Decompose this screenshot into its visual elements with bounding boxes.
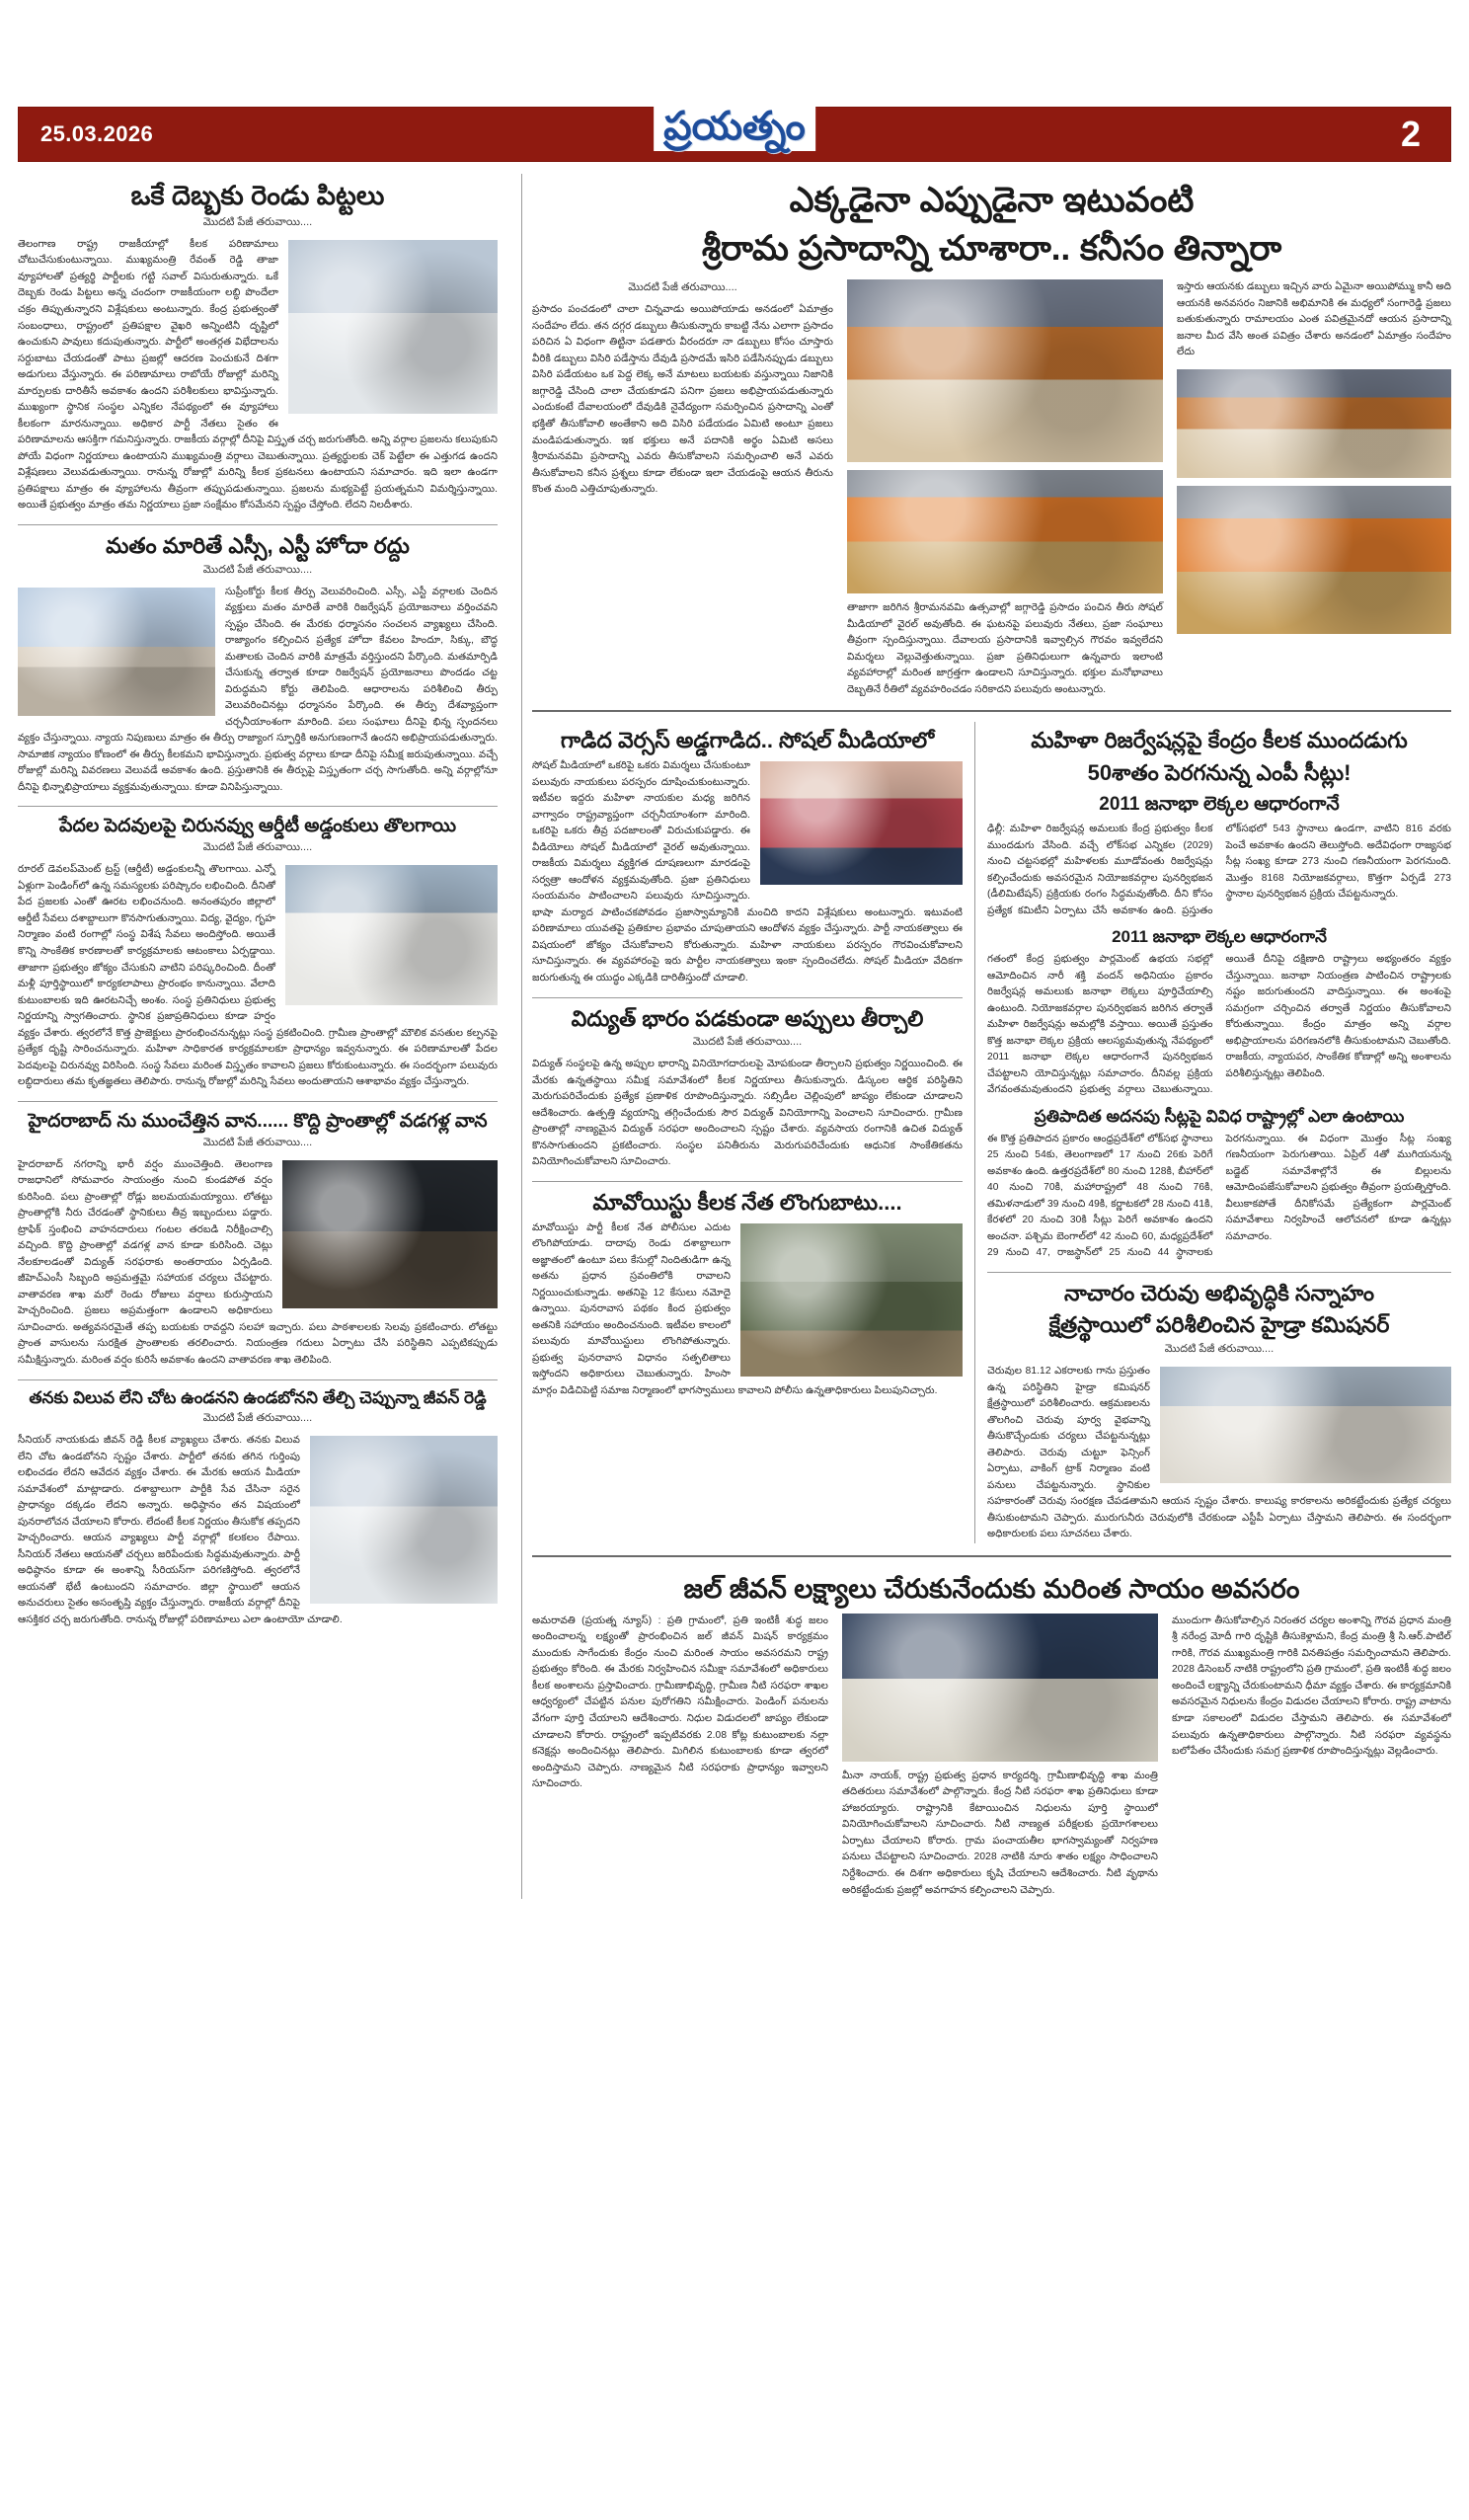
column-divider bbox=[521, 174, 522, 1899]
headline-2: 50శాతం పెరగనున్న ఎంపీ సీట్లు! bbox=[1087, 760, 1352, 786]
headline: జల్ జీవన్ లక్ష్యాలు చేరుకునేందుకు మరింత సాయం అవసరం bbox=[683, 1573, 1300, 1604]
byline: మొదటి పేజీ తరువాయి.... bbox=[202, 841, 313, 854]
divider bbox=[532, 710, 1451, 712]
rdt-officials-walking-photo bbox=[285, 865, 498, 1005]
headline: తనకు విలువ లేని చోట ఉండనని ఉండబోనని తేల్చి చెప్పున్నా జీవన్ రెడ్డి bbox=[29, 1387, 487, 1407]
article-jal-jeevan bbox=[532, 1567, 1451, 1899]
headline-1: నాచారం చెరువు అభివృద్ధికి సన్నాహం bbox=[1063, 1280, 1375, 1305]
headline: విద్యుత్ భారం పడకుండా అప్పులు తీర్చాలి bbox=[571, 1005, 924, 1031]
ram-navami-procession-photo bbox=[847, 279, 1163, 462]
divider bbox=[18, 806, 498, 807]
maoist-surrender-photo bbox=[740, 1223, 963, 1377]
headline-2: క్షేత్రస్థాయిలో పరిశీలించిన హైడ్రా కమిషనర్ bbox=[1048, 1312, 1390, 1338]
lead-col-2 bbox=[847, 279, 1163, 698]
headline: మతం మారితే ఎస్సీ, ఎస్టీ హోదా రద్దు bbox=[106, 532, 410, 558]
article-body: సీనియర్ నాయకుడు జీవన్ రెడ్డి కీలక వ్యాఖ్యలు చేశారు. తనకు విలువ లేని చోట ఉండబోనని స్పష్టం చేశారు. పార్టీలో తనకు తగిన గుర్తింపు లభించడం లేదని ఆవేదన వ్యక్తం చేశారు. ఈ మేరకు ఆయన మీడియా సమావేశంలో మాట్లాడారు. దశాబ్దాలుగా పార్టీకి సేవ చేసినా సరైన ప్రాధాన్యం దక్కడం లేదని అన్నారు. అధిష్ఠానం తన విషయంలో పునరాలోచన చేయాలని కోరారు. లేదంటే కీలక నిర్ణయం తీసుకోక తప్పదని హెచ్చరించారు. ఆయన వ్యాఖ్యలు పార్టీ వర్గాల్లో కలకలం రేపాయి. సీనియర్ నేతలు ఆయనతో చర్చలు జరిపేందుకు సిద్ధమవుతున్నారు. పార్టీ అధిష్ఠానం కూడా ఈ అంశాన్ని సీరియస్‌గా పరిగణిస్తోంది. త్వరలోనే ఆయనతో భేటీ ఉంటుందని సమాచారం. జిల్లా స్థాయిలో ఆయన అనుచరులు సైతం అసంతృప్తి వ్యక్తం చేస్తున్నారు. రాజకీయ వర్గాల్లో దీనిపై ఆసక్తికర చర్చ జరుగుతోంది. రానున్న రోజుల్లో పరిణామాలు ఎలా ఉంటాయో చూడాలి. bbox=[18, 1435, 343, 1625]
headline: హైదరాబాద్ ను ముంచేత్తిన వాన...... కొద్ది ప్రాంతాల్లో వడగళ్ల వాన bbox=[28, 1110, 488, 1132]
article-gadida-verses bbox=[532, 728, 963, 986]
divider bbox=[18, 1379, 498, 1380]
article-body: ఇస్తారు ఆయనకు డబ్బులు ఇచ్చిన వారు ఏమైనా అయిపోమ్ము కానీ అది ఆయనకి అనవసరం నిజానికి అభిమానికి ఈ మధ్యలో సంగారెడ్డి ప్రజలు బతుకుతున్నారు రామాలయం ఎంత పవిత్రమైనదో ఆయన ప్రసాదాన్ని జనాల మీద వేసి అంత పవిత్రం చేశారు అనడంలో ఏమాత్రం సందేహం లేదు bbox=[1177, 281, 1451, 358]
temple-deity-photo bbox=[847, 470, 1163, 593]
headline-1: మహిళా రిజర్వేషన్లపై కేంద్రం కీలక ముందడుగు bbox=[1031, 728, 1408, 753]
article-body-3: ఈ కొత్త ప్రతిపాదన ప్రకారం ఆంధ్రప్రదేశ్‌లో లోక్‌సభ స్థానాలు 25 నుంచి 54కు, తెలంగాణలో 17 నుంచి 26కు పెరిగే అవకాశం ఉంది. ఉత్తరప్రదేశ్‌లో 80 నుంచి 128కి, బీహార్‌లో 40 నుంచి 70కి, మహారాష్ట్రలో 48 నుంచి 76కి, తమిళనాడులో 39 నుంచి 49కి, కర్ణాటకలో 28 నుంచి 41కి, కేరళలో 20 నుంచి 30కి సీట్లు పెరిగే అవకాశం ఉందని అంచనా. పశ్చిమ బెంగాల్‌లో 42 నుంచి 60, మధ్యప్రదేశ్‌లో 29 నుంచి 47, రాజస్థాన్‌లో 25 నుంచి 44 స్థానాలకు పెరగనున్నాయి. ఈ విధంగా మొత్తం సీట్ల సంఖ్య గణనీయంగా పెరుగుతాయి. ఏప్రిల్ 4తో ముగియనున్న బడ్జెట్ సమావేశాల్లోనే ఈ బిల్లులను ఆమోదింపజేసుకోవాలని ప్రభుత్వం తీవ్రంగా ప్రయత్నిస్తోంది. వీలుకాకపోతే దీనికోసమే ప్రత్యేకంగా పార్లమెంట్ సమావేశాలు నిర్వహించే ఆలోచనలో కూడా ఉన్నట్లు సమాచారం. bbox=[987, 1133, 1451, 1259]
byline: మొదటి పేజీ తరువాయి.... bbox=[202, 215, 313, 228]
article-matam-marite bbox=[18, 533, 498, 797]
lead-headline-line2: శ్రీరామ ప్రసాదాన్ని చూశారా.. కనీసం తిన్నారా bbox=[701, 228, 1282, 268]
article-body: తెలంగాణ రాష్ట్ర రాజకీయాల్లో కీలక పరిణామాలు చోటుచేసుకుంటున్నాయి. ముఖ్యమంత్రి రేవంత్ రెడ్డి తాజా వ్యూహాలతో ప్రత్యర్థి పార్టీలకు గట్టి సవాల్ విసురుతున్నారు. ఒకే దెబ్బకు రెండు పిట్టలు అన్న చందంగా రాజకీయంగా లబ్ధి పొందేలా చక్రం తిప్పుతున్నారని విశ్లేషకులు అంటున్నారు. కేంద్ర ప్రభుత్వంతో సంబంధాలు, రాష్ట్రంలో ప్రతిపక్షాల వైఖరి అన్నింటినీ దృష్టిలో ఉంచుకుని పావులు కదుపుతున్నారు. పార్టీలో అంతర్గత విభేదాలను సర్దుబాటు చేయడంతో పాటు ప్రజల్లో ఆదరణ పెంచుకునే దిశగా అడుగులు వేస్తున్నారు. ఈ పరిణామాలు రాబోయే రోజుల్లో మరిన్ని మార్పులకు దారితీసే అవకాశం ఉందని పరిశీలకులు భావిస్తున్నారు. ముఖ్యంగా స్థానిక సంస్థల ఎన్నికల నేపథ్యంలో ఈ వ్యూహాలు కీలకంగా మారనున్నాయి. అధికార పార్టీ నేతలు సైతం ఈ పరిణామాలను ఆసక్తిగా గమనిస్తున్నారు. రాజకీయ వర్గాల్లో దీనిపై విస్తృత చర్చ జరుగుతోంది. అన్ని వర్గాల ప్రజలను కలుపుకుని పోయే విధంగా నిర్ణయాలు ఉంటాయని ముఖ్యమంత్రి వర్గాలు చెబుతున్నాయి. ప్రత్యర్థులకు చెక్ పెట్టేలా ఈ ఎత్తుగడ ఉందని విశ్లేషణలు వెలువడుతున్నాయి. రానున్న రోజుల్లో మరిన్ని కీలక ప్రకటనలు ఉంటాయని సమాచారం. ఇది ఇలా ఉండగా ప్రతిపక్షాలు మాత్రం ఈ వ్యూహాలను తీవ్రంగా తప్పుపడుతున్నాయి. ప్రజలను మభ్యపెట్టే ప్రయత్నమని విమర్శిస్తున్నాయి. అయితే ప్రభుత్వం మాత్రం తమ నిర్ణయాలు ప్రజా సంక్షేమం కోసమేనని స్పష్టం చేస్తోంది. లేదని నిలదీశారు. bbox=[18, 238, 498, 512]
article-body: మావోయిస్టు పార్టీ కీలక నేత పోలీసుల ఎదుట లొంగిపోయాడు. దాదాపు రెండు దశాబ్దాలుగా అజ్ఞాతంలో ఉంటూ పలు కేసుల్లో నిందితుడిగా ఉన్న అతను ప్రధాన స్రవంతిలోకి రావాలని నిర్ణయించుకున్నాడు. అతనిపై 12 కేసులు నమోదై ఉన్నాయి. పునరావాస పథకం కింద ప్రభుత్వం అతనికి సహాయం అందించనుంది. ఇటీవల కాలంలో పలువురు మావోయిస్టులు లొంగిపోతున్నారు. ప్రభుత్వ పునరావాస విధానం సత్ఫలితాలు ఇస్తోందని అధికారులు చెబుతున్నారు. హింసా మార్గం విడిచిపెట్టి సమాజ నిర్మాణంలో భాగస్వాములు కావాలని పోలీసు ఉన్నతాధికారులు పిలుపునిచ్చారు. bbox=[532, 1221, 938, 1396]
crowd-reaching-photo bbox=[1177, 486, 1451, 634]
divider bbox=[18, 524, 498, 525]
byline: మొదటి పేజీ తరువాయి.... bbox=[628, 281, 737, 294]
lead-col-1 bbox=[532, 279, 833, 698]
subheadline-2: ప్రతిపాదిత అదనపు సీట్లపై వివిధ రాష్ట్రాల్లో ఎలా ఉంటాయి bbox=[1034, 1106, 1405, 1126]
headline: గాడిద వెర్సస్ అడ్డగాడిద.. సోషల్ మీడియాలో bbox=[560, 728, 935, 753]
hydra-commissioner-inspection-photo bbox=[1160, 1367, 1451, 1483]
byline: మొదటి పేజీ తరువాయి.... bbox=[1164, 1343, 1275, 1356]
politician-portrait-photo bbox=[288, 240, 498, 414]
article-body: ముందుగా తీసుకోవాల్సిన నిరంతర చర్యల అంశాన్ని గౌరవ ప్రధాన మంత్రి శ్రీ నరేంద్ర మోదీ గారి దృష్టికి తీసుకెళ్లామని, కేంద్ర మంత్రి శ్రీ సి.ఆర్.పాటిల్ గారికి, గౌరవ ముఖ్యమంత్రి గారికి వినతిపత్రం సమర్పించామని తెలిపారు. 2028 డిసెంబర్ నాటికి రాష్ట్రంలోని ప్రతి గ్రామంలో, ప్రతి ఇంటికీ శుద్ధ జలం అందించే లక్ష్యాన్ని చేరుకుంటామని ధీమా వ్యక్తం చేశారు. ఈ కార్యక్రమానికి అవసరమైన నిధులను కేంద్రం విడుదల చేయాలని కోరారు. రాష్ట్ర వాటాను కూడా సకాలంలో విడుదల చేస్తామని తెలిపారు. ఈ సమావేశంలో పలువురు ఉన్నతాధికారులు పాల్గొన్నారు. నీటి సరఫరా వ్యవస్థను బలోపేతం చేసేందుకు సమగ్ర ప్రణాళిక రూపొందిస్తున్నట్లు వెల్లడించారు. bbox=[1172, 1614, 1451, 1758]
divider bbox=[532, 1181, 963, 1182]
byline: మొదటి పేజీ తరువాయి.... bbox=[202, 1412, 313, 1425]
headline-3: 2011 జనాభా లెక్కల ఆధారంగానే bbox=[1099, 794, 1340, 816]
byline: మొదటి పేజీ తరువాయి.... bbox=[692, 1036, 803, 1049]
masthead bbox=[18, 104, 1451, 162]
lead-body-row bbox=[532, 279, 1451, 698]
divider bbox=[18, 1101, 498, 1102]
lead-article bbox=[532, 174, 1451, 698]
byline: మొదటి పేజీ తరువాయి.... bbox=[202, 1136, 313, 1148]
article-body: అమరావతి (ప్రయత్న న్యూస్) : ప్రతి గ్రామంలో, ప్రతి ఇంటికీ శుద్ధ జలం అందించాలన్న లక్ష్యంతో ప్రారంభించిన జల్ జీవన్ మిషన్ కార్యక్రమం ముందుకు సాగేందుకు కేంద్రం నుంచి మరింత సాయం అవసరమని రాష్ట్ర ప్రభుత్వం కోరింది. ఈ మేరకు నిర్వహించిన సమీక్షా సమావేశంలో అధికారులు కీలక అంశాలను ప్రస్తావించారు. గ్రామీణాభివృద్ధి, గ్రామీణ నీటి సరఫరా శాఖల ఆధ్వర్యంలో చేపట్టిన పనుల పురోగతిని సమీక్షించారు. పెండింగ్ పనులను వేగంగా పూర్తి చేయాలని ఆదేశించారు. నిధుల విడుదలలో జాప్యం లేకుండా చూడాలని కోరారు. రాష్ట్రంలో ఇప్పటివరకు 2.08 కోట్ల కుటుంబాలకు నల్లా కనెక్షన్లు అందించినట్లు తెలిపారు. మిగిలిన కుటుంబాలకు కూడా త్వరలో అందిస్తామని చెప్పారు. నాణ్యమైన నీటి సరఫరాకు ప్రాధాన్యం ఇవ్వాలని సూచించారు. bbox=[532, 1614, 828, 1790]
headline: మావోయిస్టు కీలక నేత లొంగుబాటు.... bbox=[592, 1189, 902, 1215]
page-content bbox=[18, 174, 1451, 1899]
article-body: హైదరాబాద్ నగరాన్ని భారీ వర్షం ముంచెత్తింది. తెలంగాణ రాజధానిలో సోమవారం సాయంత్రం నుంచి కుండపోత వర్షం కురిసింది. పలు ప్రాంతాల్లో రోడ్లు జలమయమయ్యాయి. లోతట్టు ప్రాంతాల్లోకి నీరు చేరడంతో స్థానికులు తీవ్ర ఇబ్బందులు పడ్డారు. ట్రాఫిక్ స్తంభించి వాహనదారులు గంటల తరబడి నిరీక్షించాల్సి వచ్చింది. కొద్ది ప్రాంతాల్లో వడగళ్ల వాన కూడా కురిసింది. చెట్లు నేలకూలడంతో విద్యుత్ సరఫరాకు అంతరాయం ఏర్పడింది. జీహెచ్ఎంసీ సిబ్బంది అప్రమత్తమై సహాయక చర్యలు చేపట్టారు. వాతావరణ శాఖ మరో రెండు రోజులు వర్షాలు కురుస్తాయని హెచ్చరించింది. ప్రజలు అప్రమత్తంగా ఉండాలని అధికారులు సూచించారు. అత్యవసరమైతే తప్ప బయటకు రావద్దని సలహా ఇచ్చారు. పలు పాఠశాలలకు సెలవు ప్రకటించారు. లోతట్టు ప్రాంత వాసులను సురక్షిత ప్రాంతాలకు తరలించారు. నియంత్రణ గదులు ఏర్పాటు చేసి పరిస్థితిని ఎప్పటికప్పుడు సమీక్షిస్తున్నారు. మరింత వర్షం కురిసే అవకాశం ఉందని వాతావరణ శాఖ తెలిపింది. bbox=[18, 1158, 498, 1366]
mid-right-row bbox=[532, 722, 1451, 1542]
lead-col-3 bbox=[1177, 279, 1451, 698]
article-body-1: ఢిల్లీ: మహిళా రిజర్వేషన్ల అమలుకు కేంద్ర ప్రభుత్వం కీలక ముందడుగు వేసింది. వచ్చే లోక్‌సభ ఎన్నికల (2029) నుంచి చట్టసభల్లో మహిళలకు మూడోవంతు రిజర్వేషన్లు కల్పించేందుకు అవసరమైన నియోజకవర్గాల పునర్విభజన (డీలిమిటేషన్) ప్రక్రియకు రంగం సిద్ధమవుతోంది. దీని కోసం ప్రత్యేక కమిటీని ఏర్పాటు చేసే అవకాశం ఉంది. ప్రస్తుతం లోక్‌సభలో 543 స్థానాలు ఉండగా, వాటిని 816 వరకు పెంచే అవకాశం ఉందని తెలుస్తోంది. అదేవిధంగా రాజ్యసభ సీట్ల సంఖ్య కూడా 273 నుంచి గణనీయంగా పెరగనుంది. మొత్తం 8168 నియోజకవర్గాలు, కొత్తగా ఏర్పడే 273 స్థానాల పునర్విభజన ప్రక్రియ చేపట్టనున్నారు. bbox=[987, 824, 1451, 916]
byline: మొదటి పేజీ తరువాయి.... bbox=[202, 563, 313, 576]
article-hyderabad-vana bbox=[18, 1110, 498, 1370]
lead-headline-line1: ఎక్కడైనా ఎప్పుడైనా ఇటువంటి bbox=[789, 181, 1195, 219]
newspaper-page bbox=[0, 104, 1469, 2520]
bottom-body-row bbox=[532, 1614, 1451, 1899]
publication-date: 25.03.2026 bbox=[40, 121, 154, 146]
subheadline-1: 2011 జనాభా లెక్కల ఆధారంగానే bbox=[1112, 927, 1327, 947]
article-oke-debbaku bbox=[18, 180, 498, 514]
newspaper-logo: ప్రయత్నం bbox=[654, 104, 815, 151]
bottom-col-1 bbox=[532, 1614, 828, 1899]
night-rain-scene-photo bbox=[282, 1160, 498, 1308]
headline: ఒకే దెబ్బకు రెండు పిట్టలు bbox=[130, 181, 385, 210]
jal-jeevan-review-meeting-photo bbox=[842, 1614, 1158, 1762]
supreme-court-building-photo bbox=[18, 588, 215, 716]
right-column bbox=[974, 722, 1451, 1542]
article-pedala-pedavulapai bbox=[18, 815, 498, 1090]
page-number: 2 bbox=[1400, 114, 1421, 154]
right-section bbox=[532, 174, 1451, 1899]
headline: పేదల పెదవులపై చిరునవ్వు ఆర్డీటీ అడ్డంకులు తొలగాయి bbox=[58, 816, 457, 837]
article-body: చెరువుల 81.12 ఎకరాలకు గాను ప్రస్తుతం ఉన్న పరిస్థితిని హైడ్రా కమిషనర్ క్షేత్రస్థాయిలో పరిశీలించారు. ఆక్రమణలను తొలగించి చెరువు పూర్వ వైభవాన్ని తీసుకొచ్చేందుకు చర్యలు చేపట్టనున్నట్లు తెలిపారు. చెరువు చుట్టూ ఫెన్సింగ్ ఏర్పాటు, వాకింగ్ ట్రాక్ నిర్మాణం వంటి పనులు చేపట్టనున్నారు. స్థానికుల సహకారంతో చెరువు సంరక్షణ చేపడతామని ఆయన స్పష్టం చేశారు. కాలుష్య కారకాలను అరికట్టేందుకు ప్రత్యేక చర్యలు తీసుకుంటామని చెప్పారు. మురుగునీరు చెరువులోకి చేరకుండా ఎస్టీపీ ఏర్పాటు చేస్తామని తెలిపారు. ఈ సందర్భంగా అధికారులకు పలు సూచనలు చేశారు. bbox=[987, 1366, 1451, 1540]
two-women-leaders-photo bbox=[760, 761, 963, 885]
article-body: ప్రసాదం పంచడంలో చాలా చిన్నవాడు అయిపోయాడు అనడంలో ఏమాత్రం సందేహం లేదు. తన దగ్గర డబ్బులు తీసుకున్నారు కాబట్టి నేను ఎలాగా ప్రసాదం పరిచిన ఏ విధంగా తిట్టినా పడతారు వీరందరూ నా డబ్బులు కోసం చూస్తారు వీరికి డబ్బులు విసిరి పడేస్తాను దేవుడి ప్రసాదమే ఇసిరి పడేసినప్పుడు డబ్బులు విసిరి పడేయటం ఒక పెద్ద లెక్క అనే మాటలు బయటకు వస్తున్నాయి నిజానికి జగ్గారెడ్డి చేసింది చాలా చేయకూడని పనిగా ప్రజలు అభిప్రాయపడుతున్నారు ఎందుకంటే దేవాలయంలో దేవుడికి నైవేద్యంగా సమర్పించిన ప్రసాదాన్ని ఎంతో భక్తితో తీసుకోవాలి అంతేకాని అది విసిరి పడేయడం ఏమిటి అంటూ ప్రజలు మండిపడుతున్నారు. ఇక భక్తులు అనే పదానికి అర్థం ఏమిటి అసలు శ్రీరామనవమి ప్రసాదాన్ని ఎవరు తీసుకోవాలని సమర్పించాలి అనే ఎవరు తీసుకోవాలని కనీస ప్రశ్నలు కూడా లేకుండా ఇలా చేయడంపై ఆయన తీరును కొంత మంది ఎత్తిచూపుతున్నారు. bbox=[532, 304, 833, 496]
article-body: మీనా నాయక్, రాష్ట్ర ప్రభుత్వ ప్రధాన కార్యదర్శి, గ్రామీణాభివృద్ధి శాఖ మంత్రి తదితరులు సమావేశంలో పాల్గొన్నారు. కేంద్ర నీటి సరఫరా శాఖ ప్రతినిధులు కూడా హాజరయ్యారు. రాష్ట్రానికి కేటాయించిన నిధులను పూర్తి స్థాయిలో వినియోగించుకోవాలని సూచించారు. నీటి నాణ్యత పరీక్షలకు ప్రయోగశాలలు ఏర్పాటు చేయాలని కోరారు. గ్రామ పంచాయతీల భాగస్వామ్యంతో నిర్వహణ పనులు చేపట్టాలని సూచించారు. 2028 నాటికి నూరు శాతం లక్ష్యం సాధించాలని నిర్దేశించారు. ఈ దిశగా అధికారులు కృషి చేయాలని ఆదేశించారు. నీటి వృథాను అరికట్టేందుకు ప్రజల్లో అవగాహన కల్పించాలని చెప్పారు. bbox=[842, 1770, 1158, 1896]
article-jeevan-reddy bbox=[18, 1388, 498, 1629]
bottom-col-3 bbox=[1172, 1614, 1451, 1899]
divider bbox=[987, 1272, 1451, 1273]
article-vidyut-bharam bbox=[532, 1006, 963, 1171]
left-column bbox=[18, 174, 511, 1899]
jeevan-reddy-portrait-photo bbox=[310, 1436, 498, 1604]
article-body: రూరల్ డెవలప్‌మెంట్ ట్రస్ట్ (ఆర్డీటీ) అడ్డంకులన్నీ తొలగాయి. ఎన్నో ఏళ్లుగా పెండింగ్‌లో ఉన్న సమస్యలకు పరిష్కారం లభించింది. దీనితో పేద ప్రజలకు ఎంతో ఊరట లభించనుంది. అనంతపురం జిల్లాలో ఆర్డీటీ సేవలు దశాబ్దాలుగా కొనసాగుతున్నాయి. విద్య, వైద్యం, గృహ నిర్మాణం వంటి రంగాల్లో సంస్థ విశేష సేవలు అందిస్తోంది. అయితే కొన్ని సాంకేతిక కారణాలతో కార్యక్రమాలకు ఆటంకాలు ఏర్పడ్డాయి. తాజాగా ప్రభుత్వం జోక్యం చేసుకుని వాటిని పరిష్కరించింది. దీంతో మళ్లీ పూర్తిస్థాయిలో కార్యకలాపాలు ప్రారంభం కానున్నాయి. వేలాది కుటుంబాలకు ఇది ఊరటనిచ్చే అంశం. సంస్థ ప్రతినిధులు ప్రభుత్వ నిర్ణయాన్ని స్వాగతించారు. స్థానిక ప్రజాప్రతినిధులు కూడా హర్షం వ్యక్తం చేశారు. త్వరలోనే కొత్త ప్రాజెక్టులు ప్రారంభించనున్నట్లు సంస్థ ప్రకటించింది. గ్రామీణ ప్రాంతాల్లో మౌలిక వసతుల కల్పనపై ప్రత్యేక దృష్టి సారించనున్నారు. మహిళా సాధికారత కార్యక్రమాలకూ ప్రాధాన్యం ఇవ్వనున్నారు. ఈ పరిణామాలతో పేదల పెదవులపై చిరునవ్వు విరిసింది. సంస్థ సేవలు మరింత విస్తృతం కావాలని ప్రజలు కోరుకుంటున్నారు. ఈ సందర్భంగా పలువురు లబ్ధిదారులు తమ కృతజ్ఞతలు తెలిపారు. రానున్న రోజుల్లో మరిన్ని సేవలు అందుతాయని ఆశాభావం వ్యక్తం చేస్తున్నారు. bbox=[18, 864, 498, 1088]
article-body: విద్యుత్ సంస్థలపై ఉన్న అప్పుల భారాన్ని వినియోగదారులపై మోపకుండా తీర్చాలని ప్రభుత్వం నిర్ణయించింది. ఈ మేరకు ఉన్నతస్థాయి సమీక్ష సమావేశంలో కీలక నిర్ణయాలు తీసుకున్నారు. డిస్కంల ఆర్థిక పరిస్థితిని మెరుగుపరిచేందుకు ప్రత్యేక ప్రణాళిక రూపొందిస్తున్నారు. సబ్సిడీల చెల్లింపులో జాప్యం లేకుండా చూడాలని ఆదేశించారు. ఉత్పత్తి వ్యయాన్ని తగ్గించేందుకు సౌర విద్యుత్ వినియోగాన్ని పెంచాలని సూచించారు. గ్రామీణ ప్రాంతాల్లో నాణ్యమైన విద్యుత్ సరఫరా అందించాలని స్పష్టం చేశారు. వ్యవసాయ రంగానికి ఉచిత విద్యుత్ కొనసాగుతుందని ప్రకటించారు. సంస్థల పనితీరును మెరుగుపరిచేందుకు ఆధునిక సాంకేతికతను వినియోగించుకోవాలని సూచించారు. bbox=[532, 1059, 963, 1168]
middle-column bbox=[532, 722, 974, 1542]
article-body: సుప్రీంకోర్టు కీలక తీర్పు వెలువరించింది. ఎస్సీ, ఎస్టీ వర్గాలకు చెందిన వ్యక్తులు మతం మారితే వారికి రిజర్వేషన్ ప్రయోజనాలు వర్తించవని స్పష్టం చేసింది. ఈ మేరకు ధర్మాసనం సంచలన వ్యాఖ్యలు చేసింది. రాజ్యాంగం కల్పించిన ప్రత్యేక హోదా కేవలం హిందూ, సిక్కు, బౌద్ధ మతాలకు చెందిన వారికి మాత్రమే వర్తిస్తుందని పేర్కొంది. మతమార్పిడి చేసుకున్న తర్వాత కూడా రిజర్వేషన్ ప్రయోజనాలు పొందడం చట్ట విరుద్ధమని కోర్టు తెలిపింది. ఆధారాలను పరిశీలించి తీర్పు వెలువరించినట్లు ధర్మాసనం పేర్కొంది. ఈ తీర్పు దేశవ్యాప్తంగా చర్చనీయాంశంగా మారింది. పలు సంఘాలు దీనిపై భిన్న స్పందనలు వ్యక్తం చేస్తున్నాయి. న్యాయ నిపుణులు మాత్రం ఈ తీర్పు రాజ్యాంగ స్ఫూర్తికి అనుగుణంగానే ఉందని అభిప్రాయపడుతున్నారు. సామాజిక న్యాయం కోణంలో ఈ తీర్పు కీలకమని భావిస్తున్నారు. ప్రభుత్వ వర్గాలు కూడా దీనిపై సమీక్ష జరుపుతున్నాయి. వచ్చే రోజుల్లో మరిన్ని వివరణలు వెలువడే అవకాశం ఉంది. ప్రస్తుతానికి ఈ తీర్పుపై విస్తృతంగా చర్చ సాగుతోంది. అన్ని వర్గాల్లోనూ దీనిపై భిన్నాభిప్రాయాలు వ్యక్తమవుతున్నాయి. కూడా వినిపిస్తున్నాయి. bbox=[18, 586, 498, 793]
article-body-2: గతంలో కేంద్ర ప్రభుత్వం పార్లమెంట్ ఉభయ సభల్లో ఆమోదించిన నారీ శక్తి వందన్ అధినియం ప్రకారం రిజర్వేషన్ల అమలుకు జనాభా లెక్కలు పూర్తిచేయాల్సి ఉంటుంది. నియోజకవర్గాల పునర్విభజన జరిగిన తర్వాతే మహిళా రిజర్వేషన్లు అమల్లోకి వస్తాయి. అయితే ప్రస్తుతం కొత్త జనాభా లెక్కల ప్రక్రియ ఆలస్యమవుతున్న నేపథ్యంలో 2011 జనాభా లెక్కల ఆధారంగానే పునర్విభజన చేపట్టాలని యోచిస్తున్నట్లు సమాచారం. దీనివల్ల ప్రక్రియ వేగవంతమవుతుందని ప్రభుత్వ వర్గాలు చెబుతున్నాయి. అయితే దీనిపై దక్షిణాది రాష్ట్రాలు అభ్యంతరం వ్యక్తం చేస్తున్నాయి. జనాభా నియంత్రణ పాటించిన రాష్ట్రాలకు నష్టం జరుగుతుందని వాదిస్తున్నాయి. ఈ అంశంపై సమగ్రంగా చర్చించిన తర్వాతే నిర్ణయం తీసుకోవాలని కోరుతున్నాయి. కేంద్రం మాత్రం అన్ని వర్గాల అభిప్రాయాలను పరిగణనలోకి తీసుకుంటామని చెబుతోంది. రాజకీయ, న్యాయపర, సాంకేతిక కోణాల్లో అన్ని అంశాలను పరిశీలిస్తున్నట్లు తెలిపింది. bbox=[987, 954, 1451, 1096]
divider bbox=[532, 1555, 1451, 1557]
bottom-col-2 bbox=[842, 1614, 1158, 1899]
article-body: తాజాగా జరిగిన శ్రీరామనవమి ఉత్సవాల్లో జగ్గారెడ్డి ప్రసాదం పంచిన తీరు సోషల్ మీడియాలో వైరల్ అవుతోంది. ఈ ఘటనపై పలువురు నేతలు, ప్రజా సంఘాలు తీవ్రంగా స్పందిస్తున్నాయి. దేవాలయ ప్రసాదానికి ఇవ్వాల్సిన గౌరవం ఇవ్వలేదని విమర్శలు వెల్లువెత్తుతున్నాయి. ప్రజా ప్రతినిధులుగా ఉన్నవారు ఇలాంటి వ్యవహారాల్లో మరింత జాగ్రత్తగా ఉండాలని సూచిస్తున్నారు. భక్తుల మనోభావాలు దెబ్బతినే రీతిలో వ్యవహరించడం సరికాదని పలువురు అంటున్నారు. bbox=[847, 602, 1163, 695]
divider bbox=[532, 997, 963, 998]
article-mahila-reservation bbox=[987, 728, 1451, 1261]
article-maoist-surrender bbox=[532, 1190, 963, 1400]
article-body: సోషల్ మీడియాలో ఒకరిపై ఒకరు విమర్శలు చేసుకుంటూ పలువురు నాయకులు పరస్పరం దూషించుకుంటున్నారు. ఇటీవల ఇద్దరు మహిళా నాయకుల మధ్య జరిగిన వాగ్వాదం రాష్ట్రవ్యాప్తంగా చర్చనీయాంశంగా మారింది. ఒకరిపై ఒకరు తీవ్ర పదజాలంతో విరుచుకుపడ్డారు. ఈ వీడియోలు సోషల్ మీడియాలో వైరల్ అవుతున్నాయి. రాజకీయ విమర్శలు వ్యక్తిగత దూషణలుగా మారడంపై సర్వత్రా ఆందోళన వ్యక్తమవుతోంది. ప్రజా ప్రతినిధులు సంయమనం పాటించాలని పలువురు సూచిస్తున్నారు. భాషా మర్యాద పాటించకపోవడం ప్రజాస్వామ్యానికి మంచిది కాదని విశ్లేషకులు అంటున్నారు. ఇటువంటి పరిణామాలు యువతపై ప్రతికూల ప్రభావం చూపుతాయని ఆందోళన వ్యక్తం చేస్తున్నారు. పార్టీ నాయకత్వాలు ఈ విషయంలో జోక్యం చేసుకోవాలని కోరుతున్నారు. మహిళా నాయకులు పరస్పరం గౌరవించుకోవాలని సూచిస్తున్నారు. ఈ వ్యవహారంపై ఇరు పార్టీల నాయకత్వాలు ఇంకా స్పందించలేదు. సోషల్ మీడియా వేదికగా జరుగుతున్న ఈ యుద్ధం ఎక్కడికి దారితీస్తుందో చూడాలి. bbox=[532, 760, 963, 984]
article-nacharam-cheruvu bbox=[987, 1281, 1451, 1543]
prasadam-distribution-crowd-photo bbox=[1177, 369, 1451, 478]
